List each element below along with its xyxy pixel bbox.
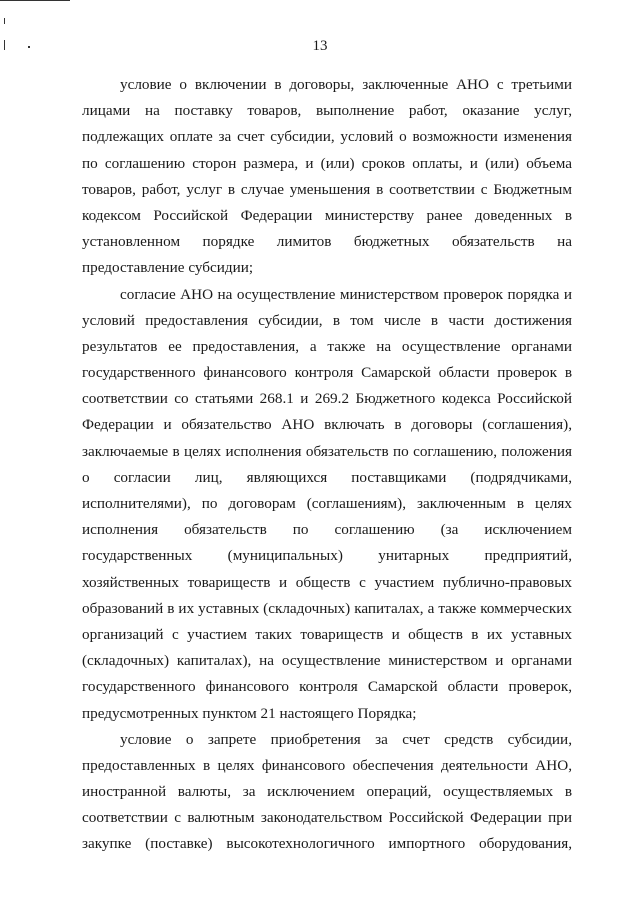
text-line: установленном порядке лимитов бюджетных обязательств на (82, 233, 572, 251)
page-number: 13 (312, 38, 328, 54)
text-line: иностранной валюты, за исключением операций, осуществляемых в (82, 783, 572, 801)
text-line: подлежащих оплате за счет субсидии, условий о возможности изменения (82, 128, 572, 146)
document-body (82, 72, 572, 858)
text-line: государственных (муниципальных) унитарных предприятий, (82, 547, 572, 565)
text-line: предоставленных в целях финансового обеспечения деятельности АНО, (82, 756, 572, 774)
text-line: соответствии со статьями 268.1 и 269.2 Бюджетного кодекса Российской (82, 390, 572, 408)
text-line: заключаемые в целях исполнения обязательств по соглашению, положения (82, 442, 572, 460)
text-line: хозяйственных товариществ и обществ с участием публично-правовых (82, 573, 572, 591)
text-line: кодексом Российской Федерации министерству ранее доведенных в (82, 206, 572, 224)
text-line: организаций с участием таких товариществ и обществ в их уставных (82, 625, 572, 643)
paragraph (82, 727, 572, 858)
text-line: условие о включении в договоры, заключенные АНО с третьими (120, 76, 572, 93)
text-line: закупке (поставке) высокотехнологичного импортного оборудования, (82, 835, 572, 853)
text-line: соответствии с валютным законодательством Российской Федерации при (82, 809, 572, 827)
text-line: условий предоставления субсидии, в том числе в части достижения (82, 311, 572, 329)
text-line: государственного финансового контроля Самарской области проверок, (82, 678, 572, 696)
text-line: согласие АНО на осуществление министерством проверок порядка и (120, 285, 572, 303)
paragraph (82, 72, 572, 282)
scan-artifact-dot (4, 18, 5, 24)
text-line: исполнения обязательств по соглашению (за исключением (82, 521, 572, 539)
text-line: предусмотренных пунктом 21 настоящего Порядка; (82, 704, 417, 722)
scan-artifact-top (0, 0, 70, 1)
text-line: Федерации и обязательство АНО включать в договоры (соглашения), (82, 416, 572, 434)
text-line: предоставление субсидии; (82, 259, 254, 277)
text-line: товаров, работ, услуг в случае уменьшения в соответствии с Бюджетным (82, 180, 572, 198)
text-line: о согласии лиц, являющихся поставщиками (подрядчиками, (82, 468, 572, 486)
text-line: по соглашению сторон размера, и (или) сроков оплаты, и (или) объема (82, 154, 572, 172)
paragraph (82, 282, 572, 727)
text-line: государственного финансового контроля Самарской области проверок в (82, 364, 572, 382)
text-line: условие о запрете приобретения за счет средств субсидии, (120, 730, 572, 748)
text-line: результатов ее предоставления, а также на осуществление органами (82, 337, 572, 355)
text-line: (складочных) капиталах), на осуществление министерством и органами (82, 652, 572, 670)
text-line: лицами на поставку товаров, выполнение работ, оказание услуг, (82, 102, 572, 120)
text-line: исполнителями), по договорам (соглашениям), заключенным в целях (82, 495, 572, 512)
text-line: образований в их уставных (складочных) капиталах, а также коммерческих (82, 599, 572, 617)
